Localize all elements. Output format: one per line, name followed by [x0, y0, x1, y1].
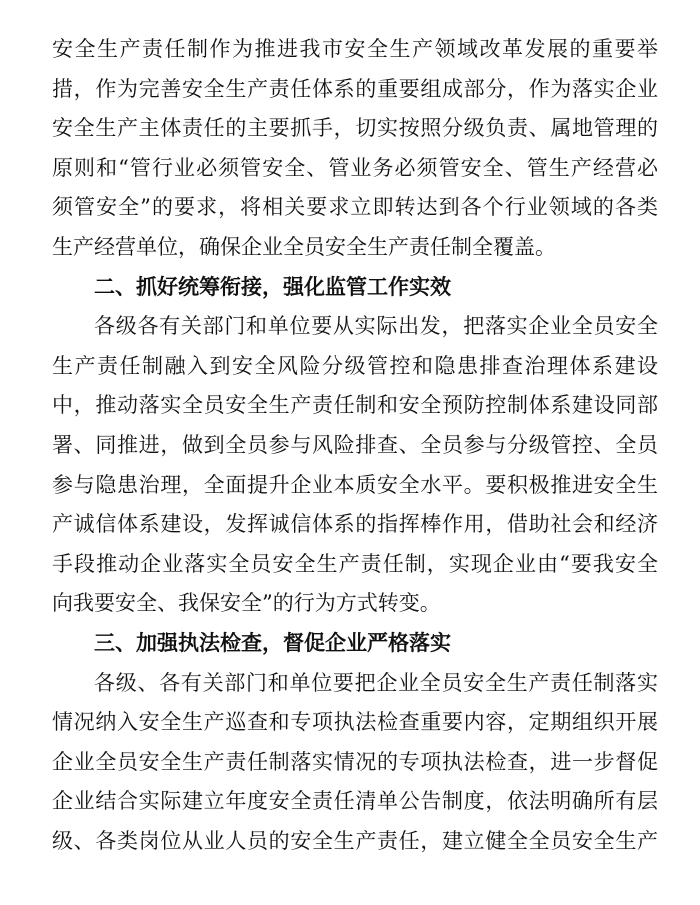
- text-line: 手段推动企业落实全员安全生产责任制，实现企业由“要我安全: [52, 551, 658, 576]
- text-line: 向我要安全、我保安全”的行为方式转变。: [52, 591, 441, 616]
- paragraph-3: [52, 664, 658, 862]
- text-line: 产诚信体系建设，发挥诚信体系的指挥棒作用，借助社会和经济: [52, 512, 658, 537]
- text-line: 各级各有关部门和单位要从实际出发，把落实企业全员安全: [94, 314, 658, 339]
- document-page: [52, 30, 658, 861]
- text-line: 中，推动落实全员安全生产责任制和安全预防控制体系建设同部: [52, 393, 658, 418]
- text-line: 原则和“管行业必须管安全、管业务必须管安全、管生产经营必: [52, 155, 658, 180]
- paragraph-2: [52, 307, 658, 624]
- text-line: 生产经营单位，确保企业全员安全生产责任制全覆盖。: [52, 234, 556, 259]
- text-line: 各级、各有关部门和单位要把企业全员安全生产责任制落实: [94, 670, 658, 695]
- paragraph-1: [52, 30, 658, 268]
- section-heading-2: 二、抓好统筹衔接，强化监管工作实效: [94, 274, 451, 299]
- text-line: 措，作为完善安全生产责任体系的重要组成部分，作为落实企业: [52, 76, 658, 101]
- text-line: 署、同推进，做到全员参与风险排查、全员参与分级管控、全员: [52, 432, 658, 457]
- text-line: 企业结合实际建立年度安全责任清单公告制度，依法明确所有层: [52, 789, 658, 814]
- text-line: 情况纳入安全生产巡查和专项执法检查重要内容，定期组织开展: [52, 710, 658, 735]
- text-line: 级、各类岗位从业人员的安全生产责任，建立健全全员安全生产: [52, 828, 658, 853]
- section-heading-3: 三、加强执法检查，督促企业严格落实: [94, 630, 451, 655]
- text-line: 参与隐患治理，全面提升企业本质安全水平。要积极推进安全生: [52, 472, 658, 497]
- text-line: 企业全员安全生产责任制落实情况的专项执法检查，进一步督促: [52, 749, 658, 774]
- text-line: 安全生产主体责任的主要抓手，切实按照分级负责、属地管理的: [52, 116, 658, 141]
- text-line: 须管安全”的要求，将相关要求立即转达到各个行业领域的各类: [52, 195, 658, 220]
- text-line: 生产责任制融入到安全风险分级管控和隐患排查治理体系建设: [52, 353, 658, 378]
- text-line: 安全生产责任制作为推进我市安全生产领域改革发展的重要举: [52, 37, 658, 61]
